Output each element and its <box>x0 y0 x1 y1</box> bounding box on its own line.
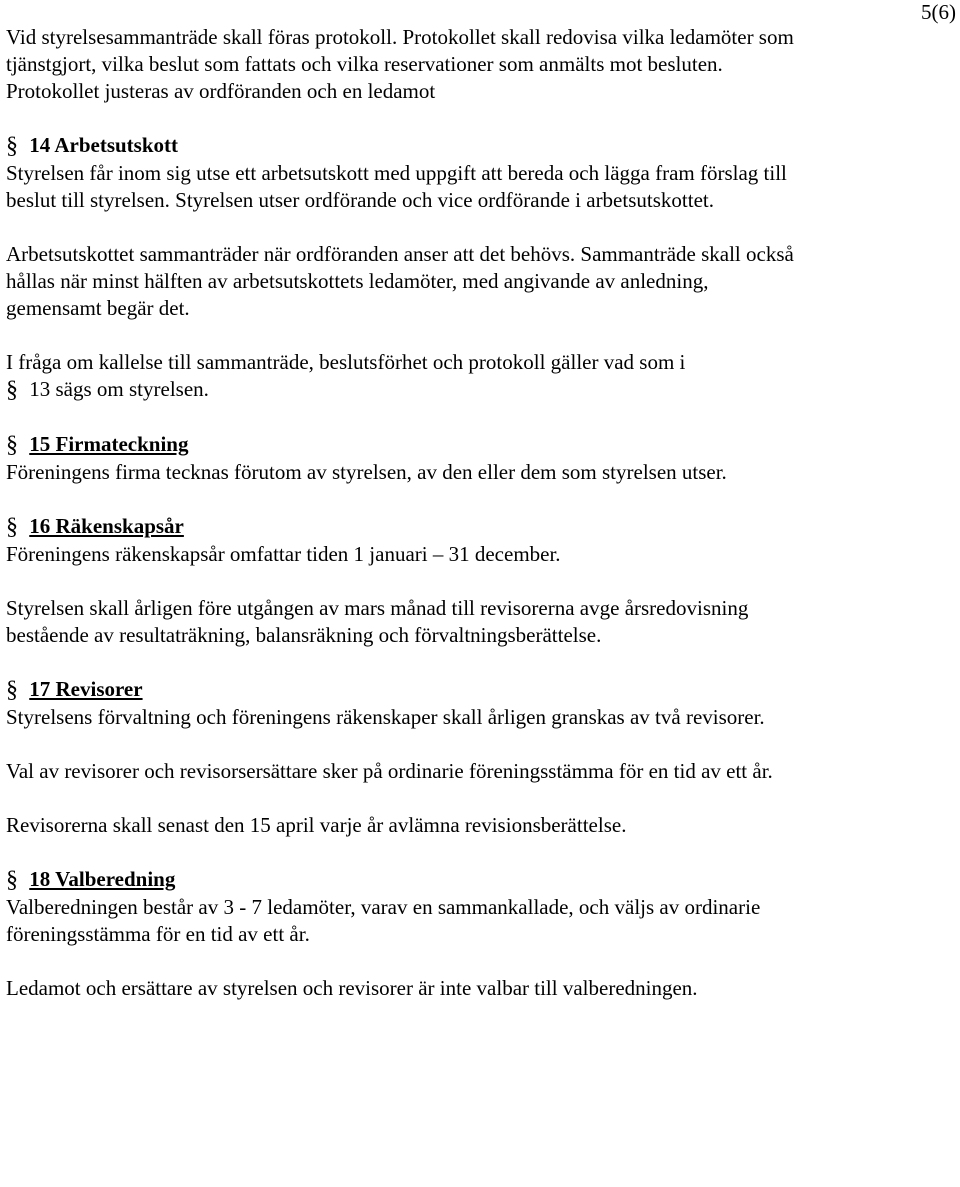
paragraph-continuation <box>6 376 806 404</box>
section-sign-icon: § <box>6 867 18 893</box>
section-title: 18 Valberedning <box>29 867 176 891</box>
paragraph: Föreningens firma tecknas förutom av styrelsen, av den eller dem som styrelsen utser. <box>6 460 727 484</box>
page-number: 5(6) <box>921 0 956 24</box>
section-title: 17 Revisorer <box>29 677 143 701</box>
section-heading <box>6 676 806 704</box>
section-title: 15 Firmateckning <box>29 432 189 456</box>
section-14 <box>6 132 806 404</box>
intro-paragraph: Vid styrelsesammanträde skall föras protokoll. Protokollet skall redovisa vilka ledamöter som tjänstgjort, vilka beslut som fattats och vilka reservationer som anmälts mot besluten. Protokollet justeras av ordföranden och en ledamot <box>6 25 794 103</box>
section-heading <box>6 431 806 459</box>
section-heading <box>6 513 806 541</box>
section-18 <box>6 866 806 1002</box>
section-title: 16 Räkenskapsår <box>29 514 184 538</box>
paragraph: I fråga om kallelse till sammanträde, beslutsförhet och protokoll gäller vad som i <box>6 350 686 374</box>
section-title: 14 Arbetsutskott <box>29 133 179 157</box>
section-15 <box>6 431 806 486</box>
paragraph: Arbetsutskottet sammanträder när ordföranden anser att det behövs. Sammanträde skall också hållas när minst hälften av arbetsutskottets ledamöter, med angivande av anledning, gemensamt begär det. <box>6 242 794 320</box>
paragraph: Valberedningen består av 3 - 7 ledamöter, varav en sammankallade, och väljs av ordinarie föreningsstämma för en tid av ett år. <box>6 895 761 946</box>
section-17 <box>6 676 806 839</box>
paragraph: Revisorerna skall senast den 15 april varje år avlämna revisionsberättelse. <box>6 813 627 837</box>
section-heading <box>6 866 806 894</box>
section-sign-icon: § <box>6 432 18 458</box>
section-sign-icon: § <box>6 514 18 540</box>
section-reference-text: 13 sägs om styrelsen. <box>29 377 209 401</box>
paragraph: Föreningens räkenskapsår omfattar tiden 1 januari – 31 december. <box>6 542 561 566</box>
document-body <box>6 24 806 1002</box>
paragraph: Styrelsen får inom sig utse ett arbetsutskott med uppgift att bereda och lägga fram förslag till beslut till styrelsen. Styrelsen utser ordförande och vice ordförande i arbetsutskottet. <box>6 161 787 212</box>
section-heading <box>6 132 806 160</box>
paragraph: Ledamot och ersättare av styrelsen och revisorer är inte valbar till valberedningen. <box>6 976 698 1000</box>
section-sign-icon: § <box>6 133 18 159</box>
paragraph: Val av revisorer och revisorsersättare sker på ordinarie föreningsstämma för en tid av ett år. <box>6 759 773 783</box>
section-sign-icon: § <box>6 677 18 703</box>
section-16 <box>6 513 806 649</box>
paragraph: Styrelsens förvaltning och föreningens räkenskaper skall årligen granskas av två revisorer. <box>6 705 765 729</box>
paragraph: Styrelsen skall årligen före utgången av mars månad till revisorerna avge årsredovisning bestående av resultaträkning, balansräkning och förvaltningsberättelse. <box>6 596 749 647</box>
section-sign-icon: § <box>6 377 18 403</box>
